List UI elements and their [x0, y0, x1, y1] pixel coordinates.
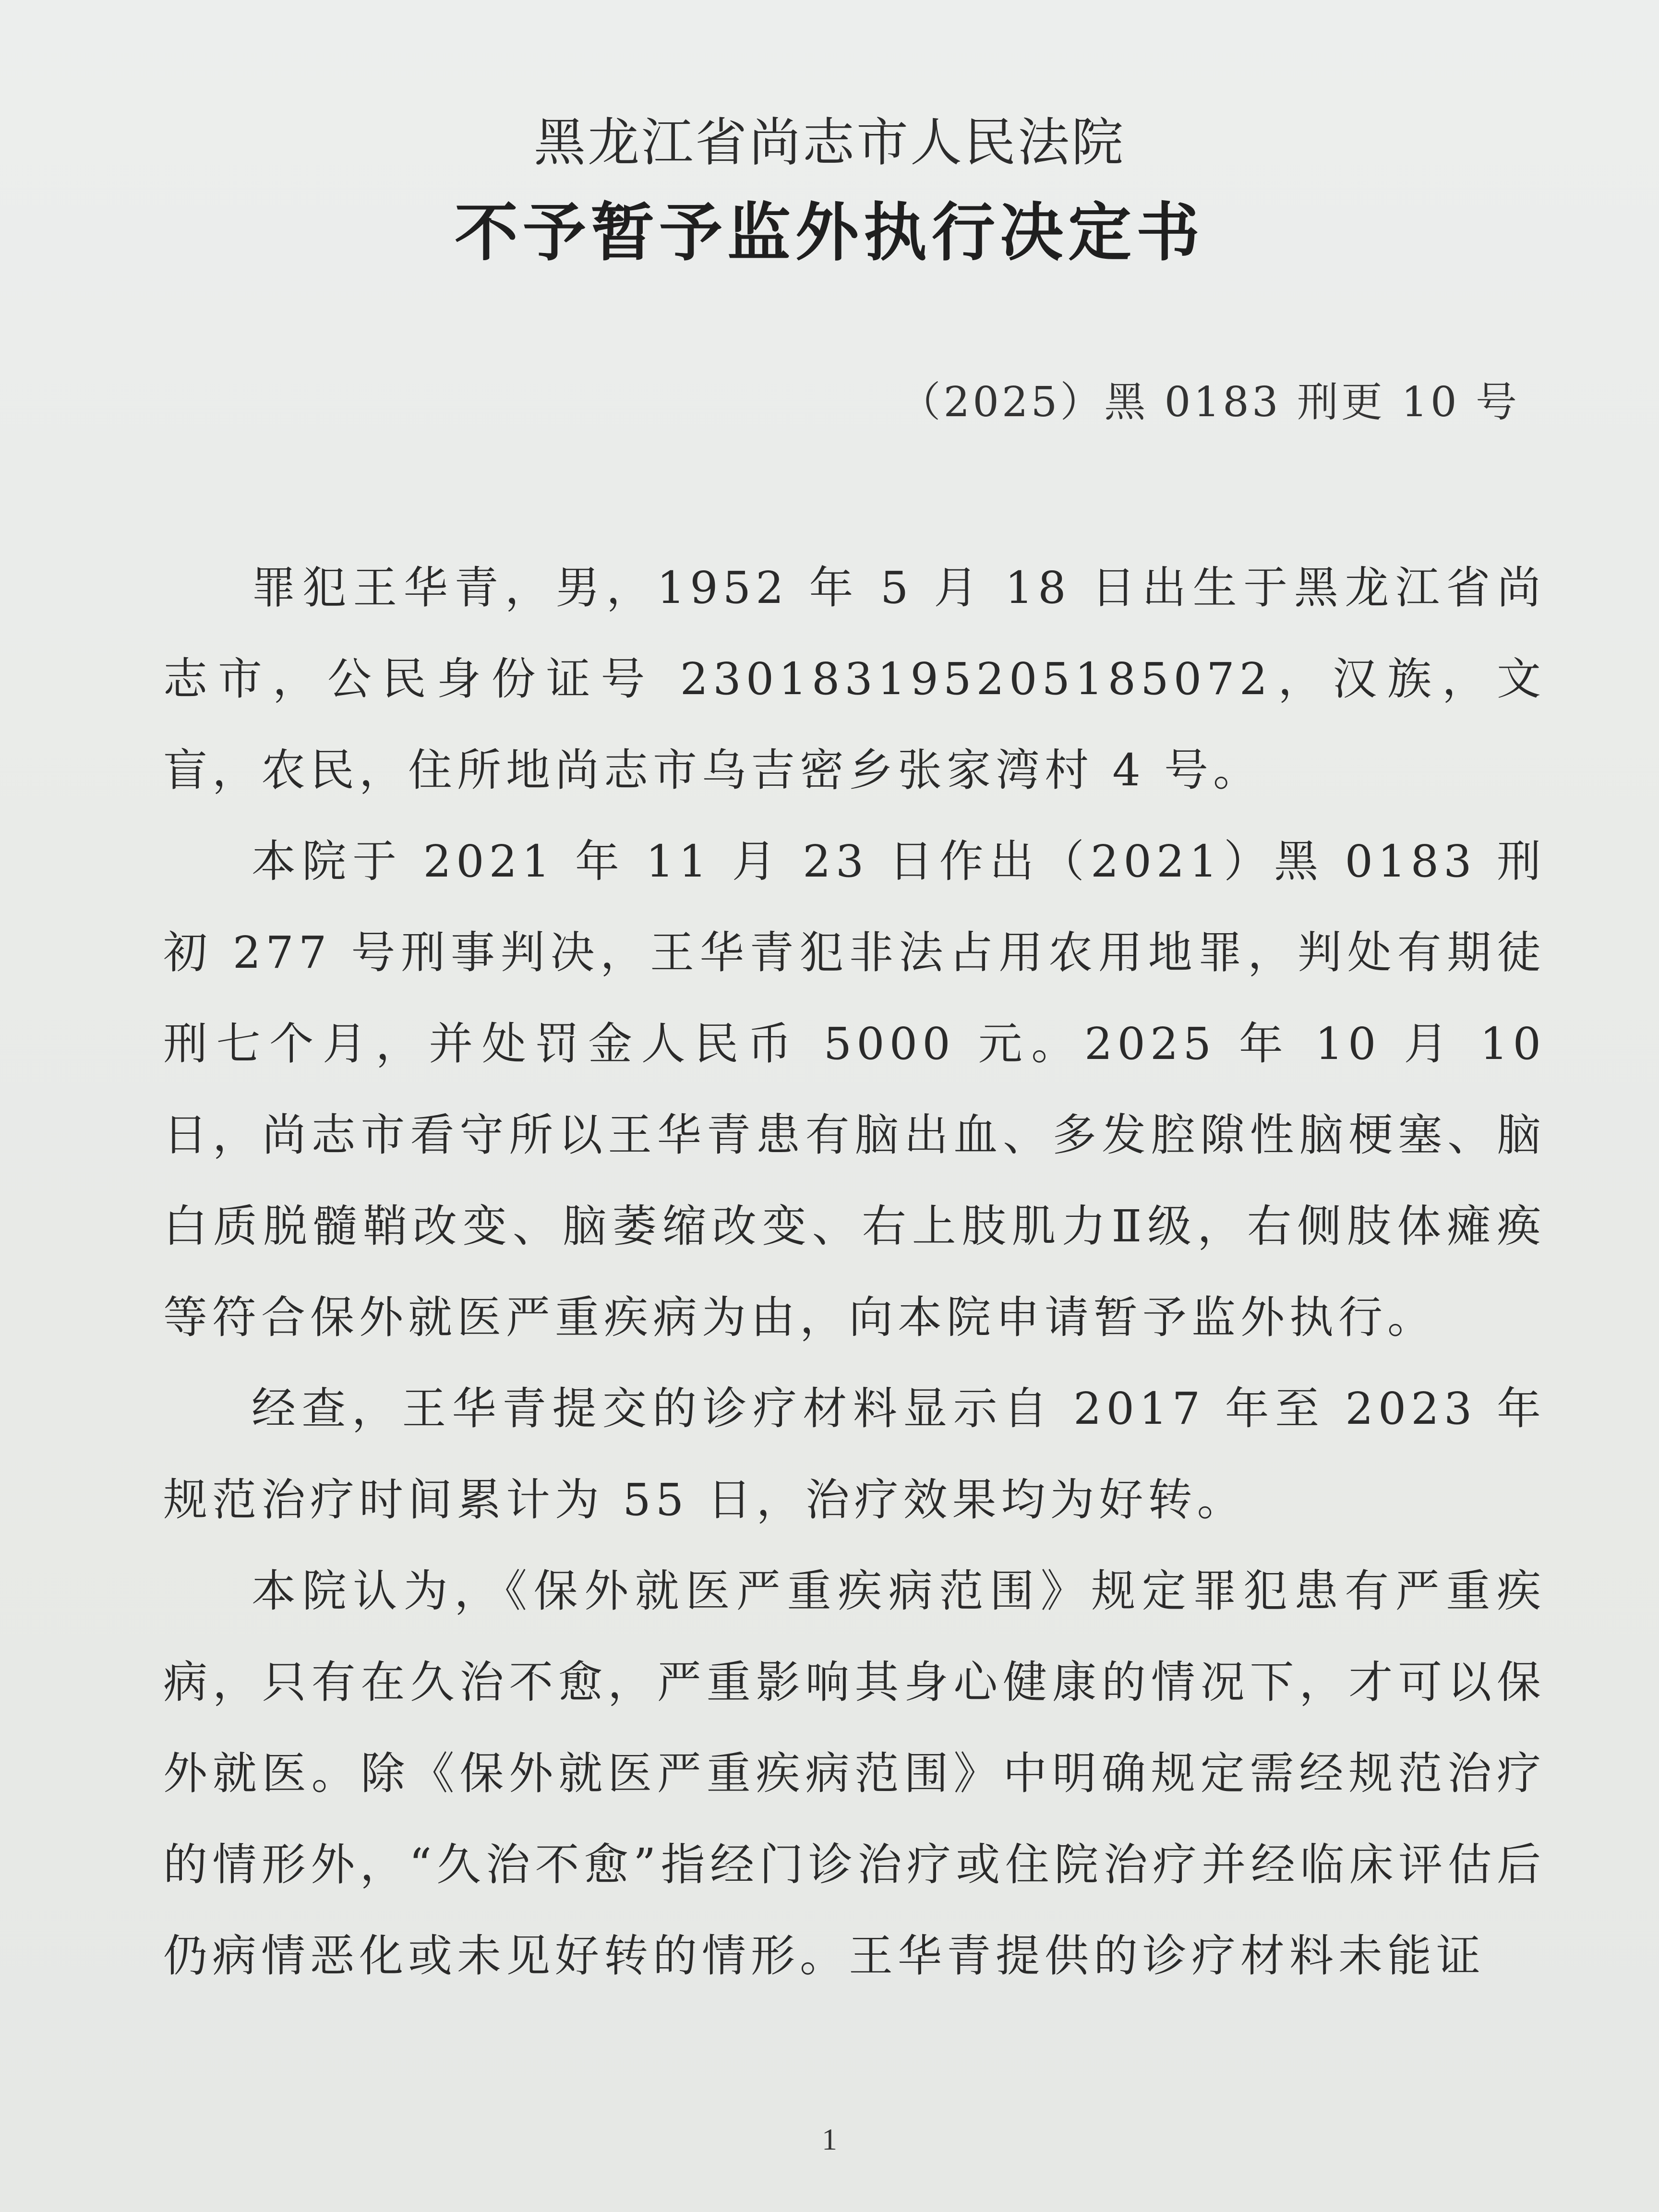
- paragraph-court-opinion: 本院认为，《保外就医严重疾病范围》规定罪犯患有严重疾病，只有在久治不愈，严重影响其身心健康的情况下，才可以保外就医。除《保外就医严重疾病范围》中明确规定需经规范治疗的情形外，“久治不愈”指经门诊治疗或住院治疗并经临床评估后仍病情恶化或未见好转的情形。王华青提供的诊疗材料未能证: [163, 1565, 1546, 1982]
- court-name: 黑龙江省尚志市人民法院: [533, 113, 1125, 173]
- paragraph-criminal-info: 罪犯王华青，男，1952 年 5 月 18 日出生于黑龙江省尚志市，公民身份证号 230183195205185072，汉族，文盲，农民，住所地尚志市乌吉密乡张家湾村 4 号。: [163, 562, 1546, 796]
- paragraph-investigation: 经查，王华青提交的诊疗材料显示自 2017 年至 2023 年规范治疗时间累计为 55 日，治疗效果均为好转。: [163, 1383, 1546, 1526]
- document-title: 不予暂予监外执行决定书: [455, 196, 1204, 270]
- document-body: [163, 542, 1546, 2002]
- paragraph-background: 本院于 2021 年 11 月 23 日作出（2021）黑 0183 刑初 277 号刑事判决，王华青犯非法占用农用地罪，判处有期徒刑七个月，并处罚金人民币 5000 元。2025 年 10 月 10 日，尚志市看守所以王华青患有脑出血、多发腔隙性脑梗塞、脑白质脱髓鞘改变、脑萎缩改变、右上肢肌力Ⅱ级，右侧肢体瘫痪等符合保外就医严重疾病为由，向本院申请暂予监外执行。: [163, 836, 1546, 1343]
- case-number: （2025）黑 0183 刑更 10 号: [899, 378, 1520, 426]
- page-number: 1: [822, 2122, 837, 2156]
